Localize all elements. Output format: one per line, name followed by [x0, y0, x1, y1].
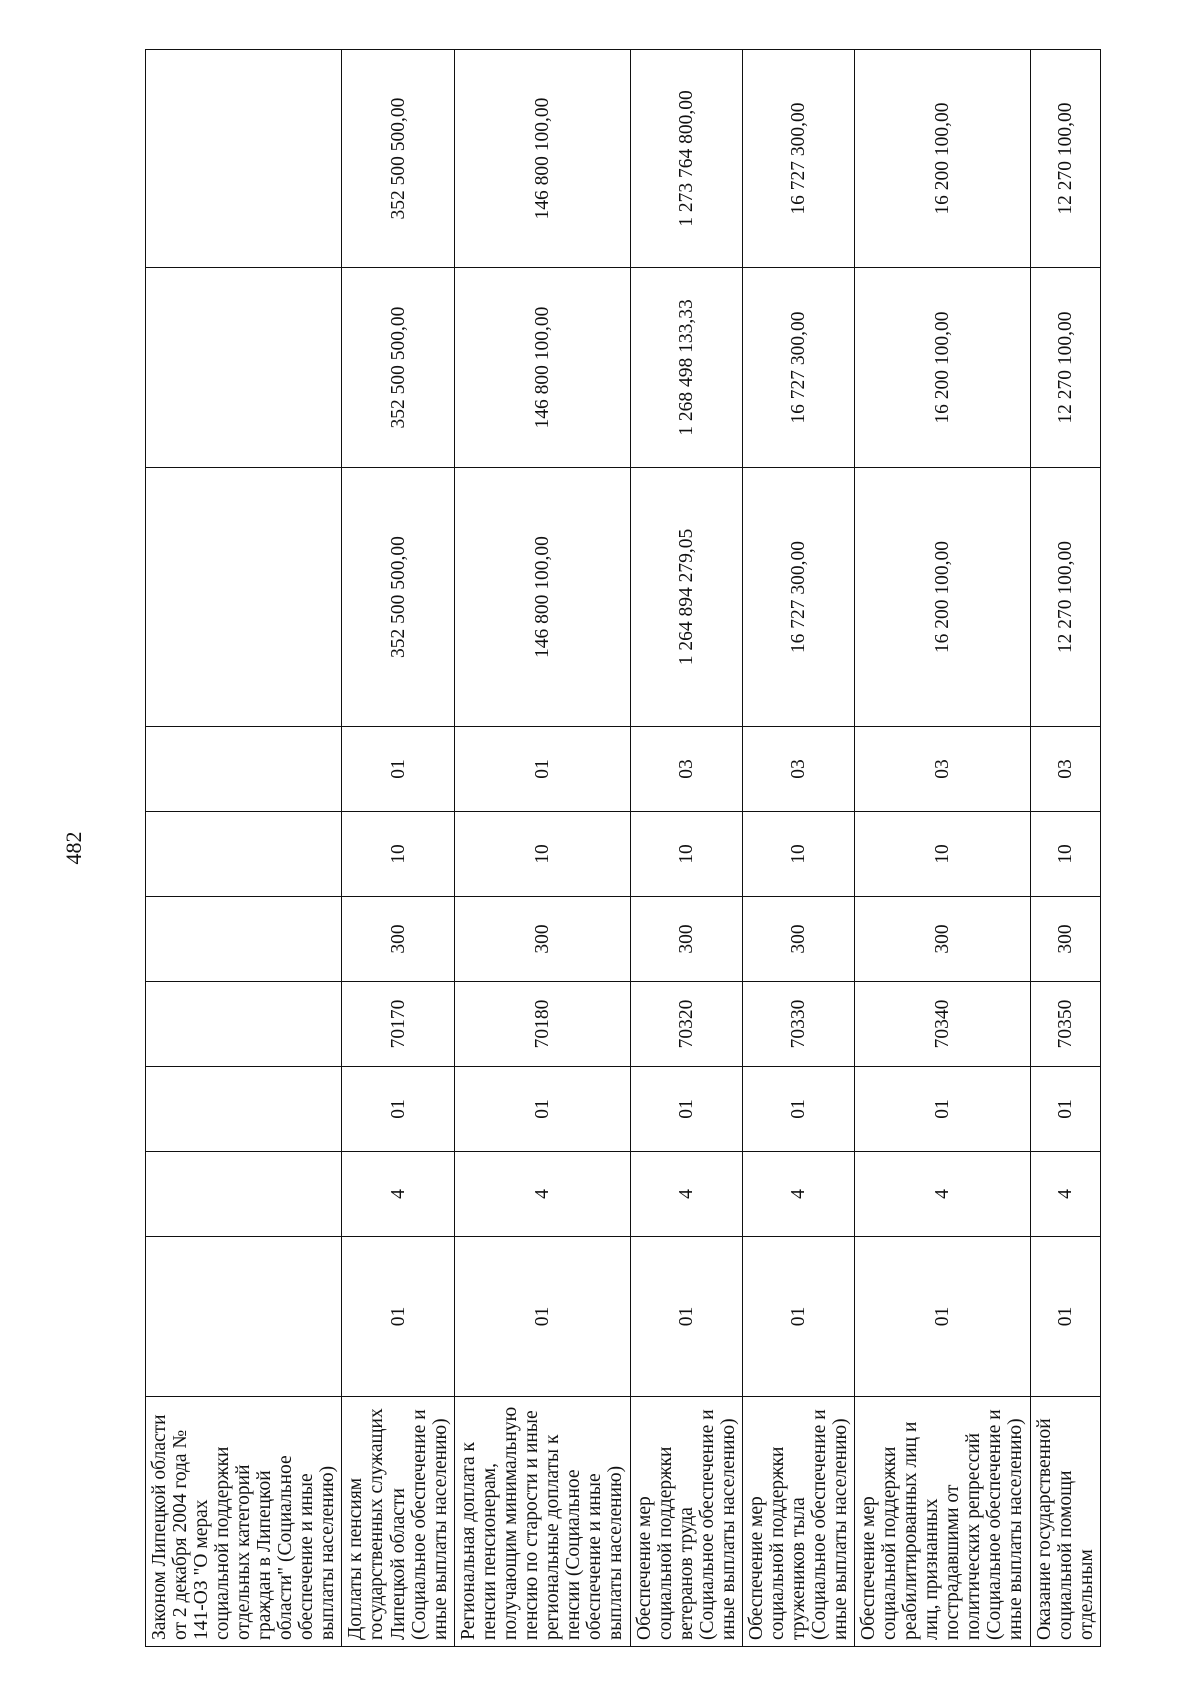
code-program: 4: [855, 1152, 1030, 1237]
table-row: [342, 50, 454, 1647]
code-direction: 70340: [855, 982, 1030, 1067]
item-name: Обеспечение мер социальной поддержки реабилитированных лиц и лиц, признанных пострадавшими от политических репрессий (Социальное обеспечение и иные выплаты населению): [855, 1397, 1030, 1647]
code-expense-type: [146, 897, 342, 982]
code-ministry: 01: [630, 1237, 742, 1397]
code-program: [146, 1152, 342, 1237]
code-program: 4: [1030, 1152, 1100, 1237]
code-subprogram: 01: [855, 1067, 1030, 1152]
code-direction: [146, 982, 342, 1067]
budget-table: [145, 49, 1101, 1647]
code-section: 10: [855, 812, 1030, 897]
table-row: [454, 50, 630, 1647]
code-subprogram: 01: [1030, 1067, 1100, 1152]
code-subsection: 01: [342, 727, 454, 812]
code-direction: 70330: [742, 982, 854, 1067]
code-program: 4: [454, 1152, 630, 1237]
amount-year-2: 16 200 100,00: [855, 268, 1030, 468]
code-subprogram: 01: [742, 1067, 854, 1152]
code-ministry: 01: [1030, 1237, 1100, 1397]
amount-year-2: 16 727 300,00: [742, 268, 854, 468]
code-subprogram: 01: [342, 1067, 454, 1152]
item-name: Оказание государственной социальной помощи отдельным: [1030, 1397, 1100, 1647]
code-ministry: 01: [742, 1237, 854, 1397]
code-section: 10: [742, 812, 854, 897]
amount-year-1: 12 270 100,00: [1030, 468, 1100, 727]
code-subsection: [146, 727, 342, 812]
code-direction: 70170: [342, 982, 454, 1067]
code-subsection: 03: [1030, 727, 1100, 812]
amount-year-3: [146, 50, 342, 268]
code-expense-type: 300: [1030, 897, 1100, 982]
amount-year-3: 1 273 764 800,00: [630, 50, 742, 268]
amount-year-1: 1 264 894 279,05: [630, 468, 742, 727]
code-expense-type: 300: [742, 897, 854, 982]
code-ministry: 01: [855, 1237, 1030, 1397]
code-direction: 70350: [1030, 982, 1100, 1067]
code-subsection: 01: [454, 727, 630, 812]
item-name: Законом Липецкой области от 2 декабря 2004 года № 141-ОЗ "О мерах социальной поддержки отдельных категорий граждан в Липецкой области" (Социальное обеспечение и иные выплаты населению): [146, 1397, 342, 1647]
code-expense-type: 300: [630, 897, 742, 982]
table-row: [742, 50, 854, 1647]
amount-year-2: 1 268 498 133,33: [630, 268, 742, 468]
amount-year-2: [146, 268, 342, 468]
amount-year-1: 352 500 500,00: [342, 468, 454, 727]
code-subsection: 03: [742, 727, 854, 812]
amount-year-2: 12 270 100,00: [1030, 268, 1100, 468]
amount-year-2: 352 500 500,00: [342, 268, 454, 468]
code-subsection: 03: [855, 727, 1030, 812]
code-section: 10: [454, 812, 630, 897]
amount-year-1: 16 200 100,00: [855, 468, 1030, 727]
code-section: [146, 812, 342, 897]
code-ministry: 01: [454, 1237, 630, 1397]
table-row: [1030, 50, 1100, 1647]
code-ministry: 01: [342, 1237, 454, 1397]
code-subsection: 03: [630, 727, 742, 812]
code-subprogram: 01: [630, 1067, 742, 1152]
code-subprogram: 01: [454, 1067, 630, 1152]
table-row: [855, 50, 1030, 1647]
code-program: 4: [630, 1152, 742, 1237]
code-expense-type: 300: [342, 897, 454, 982]
amount-year-1: [146, 468, 342, 727]
amount-year-1: 146 800 100,00: [454, 468, 630, 727]
rotated-table-wrapper: [145, 50, 1097, 1647]
code-section: 10: [1030, 812, 1100, 897]
code-direction: 70180: [454, 982, 630, 1067]
code-subprogram: [146, 1067, 342, 1152]
item-name: Обеспечение мер социальной поддержки тружеников тыла (Социальное обеспечение и иные выплаты населению): [742, 1397, 854, 1647]
code-direction: 70320: [630, 982, 742, 1067]
amount-year-3: 16 727 300,00: [742, 50, 854, 268]
amount-year-3: 146 800 100,00: [454, 50, 630, 268]
code-section: 10: [342, 812, 454, 897]
table-row: [630, 50, 742, 1647]
item-name: Региональная доплата к пенсии пенсионерам, получающим минимальную пенсию по старости и иные региональные доплаты к пенсии (Социальное обеспечение и иные выплаты населению): [454, 1397, 630, 1647]
code-expense-type: 300: [454, 897, 630, 982]
code-expense-type: 300: [855, 897, 1030, 982]
amount-year-3: 12 270 100,00: [1030, 50, 1100, 268]
code-section: 10: [630, 812, 742, 897]
table-region: [145, 50, 1097, 1647]
amount-year-3: 352 500 500,00: [342, 50, 454, 268]
table-row: [146, 50, 342, 1647]
item-name: Обеспечение мер социальной поддержки ветеранов труда (Социальное обеспечение и иные выплаты населению): [630, 1397, 742, 1647]
page-number: 482: [61, 831, 86, 865]
code-program: 4: [342, 1152, 454, 1237]
amount-year-1: 16 727 300,00: [742, 468, 854, 727]
code-ministry: [146, 1237, 342, 1397]
amount-year-2: 146 800 100,00: [454, 268, 630, 468]
amount-year-3: 16 200 100,00: [855, 50, 1030, 268]
table-body: [146, 50, 1101, 1647]
code-program: 4: [742, 1152, 854, 1237]
item-name: Доплаты к пенсиям государственных служащих Липецкой области (Социальное обеспечение и иные выплаты населению): [342, 1397, 454, 1647]
